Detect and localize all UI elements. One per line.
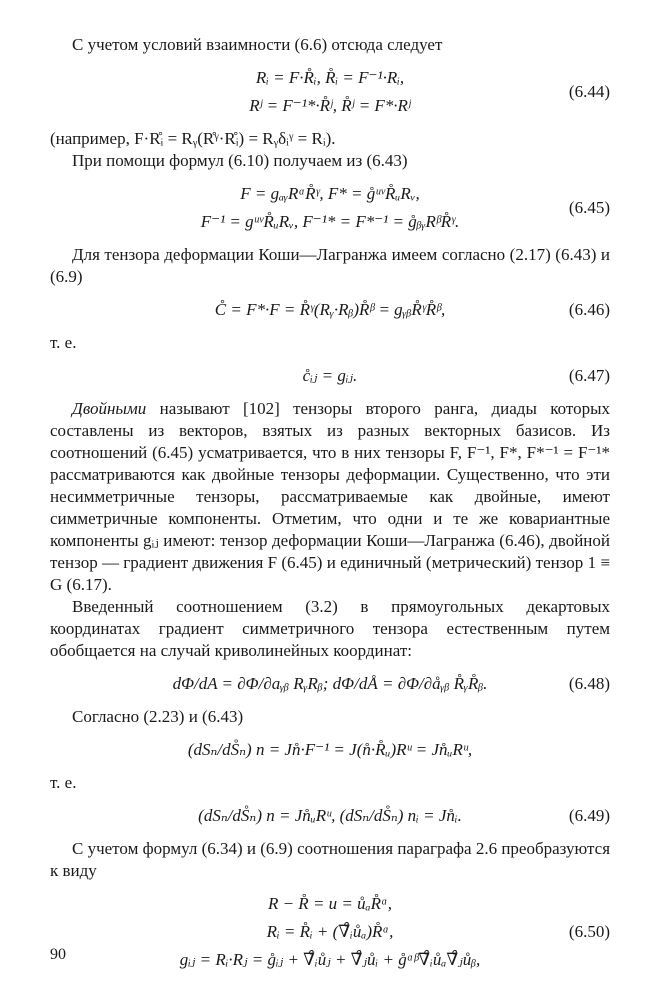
te-label: т. е. [50, 333, 77, 352]
equation-number: (6.46) [568, 300, 610, 319]
paragraph-5-text: называют [102] тензоры второго ранга, диады которых составлены из векторов, взятых из разных векторных базисов. Из соотношений (6.45) усматривается, что в них тензоры F, F⁻¹, F*, F*⁻¹ = F⁻¹* рассматриваются как двойные тензоры деформации. Существенно, что эти несимметричные тензоры, рассматриваемые как двойные, имеют симметричные компоненты. Отметим, что одни и те же ковариантные компоненты gᵢⱼ имеют: тензор деформации Коши—Лагранжа (6.46), двойной тензор — градиент движения F (6.45) и единичный (метрический) тензор 1 ≡ G (6.17). [50, 399, 610, 594]
equation-line: c̊ᵢⱼ = gᵢⱼ. [302, 366, 358, 385]
equation-6-49 [50, 802, 610, 830]
equation-number: (6.45) [568, 198, 610, 217]
equation-6-48 [50, 670, 610, 698]
paragraph-8: С учетом формул (6.34) и (6.9) соотношения параграфа 2.6 преобразуются к виду [50, 839, 611, 880]
equation-line: Rʲ = F⁻¹*·R̊ʲ, R̊ʲ = F*·Rʲ [249, 96, 411, 115]
equation-6-45 [50, 180, 610, 236]
equation-6-47 [50, 362, 610, 390]
equation-line: gᵢⱼ = Rᵢ·Rⱼ = g̊ᵢⱼ + ∇̊ᵢůⱼ + ∇̊ⱼůᵢ + g̊ᵅᵝ∇̊ᵢůₐ∇̊ⱼůᵦ, [179, 950, 481, 969]
equation-line: (dSₙ/dS̊ₙ) n = Jn̊ᵤRᵘ, (dSₙ/dS̊ₙ) nᵢ = Jn̊ᵢ. [198, 806, 462, 825]
equation-line: Rᵢ = F·R̊ᵢ, R̊ᵢ = F⁻¹·Rᵢ, [255, 68, 405, 87]
paragraph-3: При помощи формул (6.10) получаем из (6.43) [72, 151, 408, 170]
equation-number: (6.48) [568, 674, 610, 693]
equation-line: (dSₙ/dS̊ₙ) n = Jn̊·F⁻¹ = J(n̊·R̊ᵤ)Rᵘ = Jn̊ᵤRᵘ, [187, 740, 473, 759]
equation-line: dΦ/dA = ∂Φ/∂aᵧᵦ RᵧRᵦ; dΦ/dÅ = ∂Φ/∂åᵧᵦ R̊ᵧR̊ᵦ. [172, 674, 488, 693]
equation-number: (6.47) [568, 366, 610, 385]
page-number: 90 [50, 946, 66, 963]
equation-number: (6.50) [568, 922, 610, 941]
equation-line: R − R̊ = u = ůₐR̊ᵅ, [267, 894, 393, 913]
paragraph-2: (например, F·R̊ᵢ = Rᵧ(R̊ᵞ·R̊ᵢ) = Rᵧδᵢᵞ = Rᵢ). [50, 129, 336, 148]
paragraph-6: Введенный соотношением (3.2) в прямоугольных декартовых координатах градиент симметричного тензора естественным путем обобщается на случай криволинейных координат: [50, 597, 610, 660]
italic-term: Двойными [72, 399, 147, 418]
equation-line: F = gₐᵧRᵅR̊ᵞ, F* = g̊ᵘᵛR̊ᵤRᵥ, [240, 184, 420, 203]
equation-number: (6.49) [568, 806, 610, 825]
paragraph-7: Согласно (2.23) и (6.43) [72, 707, 244, 726]
equation-line: Rᵢ = R̊ᵢ + (∇̊ᵢůₐ)R̊ᵅ, [266, 922, 394, 941]
paragraph-1: С учетом условий взаимности (6.6) отсюда следует [72, 35, 443, 54]
paragraph-4: Для тензора деформации Коши—Лагранжа имеем согласно (2.17) (6.43) и (6.9) [50, 245, 610, 286]
equation-6-44 [50, 64, 610, 120]
paragraph-5 [50, 398, 610, 596]
equation-line: F⁻¹ = gᵘᵛR̊ᵤRᵥ, F⁻¹* = F*⁻¹ = g̊ᵦᵧRᵝR̊ᵞ. [200, 212, 460, 231]
equation-number: (6.44) [568, 82, 610, 101]
equation-6-46 [50, 296, 610, 324]
te-label: т. е. [50, 773, 77, 792]
equation-6-50 [50, 890, 610, 974]
equation-line: C̊ = F*·F = R̊ᵞ(Rᵧ·Rᵦ)R̊ᵝ = gᵧᵦR̊ᵞR̊ᵝ, [214, 300, 446, 319]
page-body [50, 34, 610, 982]
equation-unnumbered [50, 736, 610, 764]
